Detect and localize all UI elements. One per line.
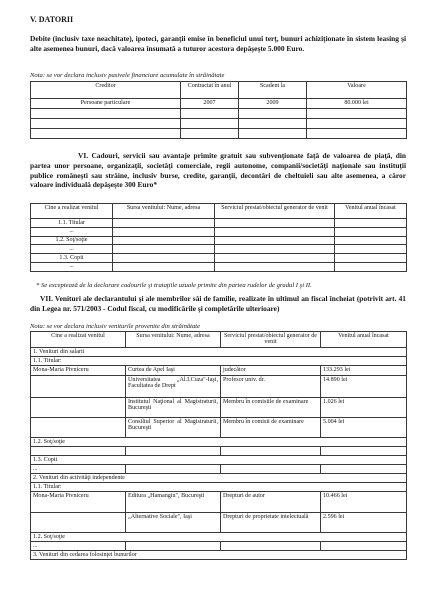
table-row xyxy=(31,99,407,109)
cell-source: Editura „Hamangiu", Bucureşti xyxy=(126,492,221,513)
cell-service: judecător xyxy=(221,366,321,376)
cell-income: 10.466 lei xyxy=(321,492,407,513)
row-label-spouse: 1.2. Soţ/soţie xyxy=(31,236,113,245)
income-table xyxy=(30,331,407,560)
cell-empty xyxy=(239,129,307,139)
table-row xyxy=(31,447,407,456)
table-row xyxy=(31,398,407,418)
independent-section-label: 2. Venituri din activităţi independente xyxy=(31,474,407,483)
cell-source: „Alternative Sociale", Iaşi xyxy=(126,513,221,533)
table-row xyxy=(31,219,407,228)
cell-empty xyxy=(31,119,181,129)
cell-empty xyxy=(181,109,239,119)
section-5-title: V. DATORII xyxy=(30,15,74,24)
cell-service: Drepturi de autor xyxy=(221,492,321,513)
table-row xyxy=(31,254,407,263)
cell-empty xyxy=(31,129,181,139)
section-6-paragraph: VI. Cadouri, servicii sau avantaje primite gratuit sau subvenţionate faţă de valoarea de piaţă, din partea unor persoane, organizaţii, societăţi comerciale, regii autonome, companii/societăţi naţionale sau instituţii publice româneşti sau străine, inclusiv burse, credite, garanţii, decontări de cheltuieli sau alte asemenea, a căror valoare individuală depăşeşte 300 Euro* xyxy=(30,151,406,190)
cell-creditor: Persoane particulare xyxy=(31,99,181,109)
cell-income: 5.004 lei xyxy=(321,418,407,438)
cell-empty xyxy=(239,119,307,129)
table-row xyxy=(31,418,407,438)
table-row xyxy=(31,129,407,139)
cell-service: Membru în comisiile de examinare xyxy=(221,398,321,418)
spouse-label: 1.2. Soţ/soţie xyxy=(31,438,407,447)
cell-income: 133.293 lei xyxy=(321,366,407,376)
header-who: Cine a realizat venitul xyxy=(31,204,113,219)
salary-section-label: 1. Venituri din salarii xyxy=(31,348,407,357)
header-service: Serviciul prestat/obiectul generator de venit xyxy=(215,204,335,219)
row-label-children: 1.3. Copii xyxy=(31,254,113,263)
row-label-dots: ... xyxy=(31,227,113,236)
spouse-label: 1.2. Soţ/soţie xyxy=(31,533,407,542)
dots-cell: ... xyxy=(31,542,126,551)
titular-label: 1.1. Titular: xyxy=(31,357,407,366)
row-label-titular: 1.1. Titular xyxy=(31,219,113,228)
section-5-paragraph: Debite (inclusiv taxe neachitate), ipoteci, garanţii emise în beneficiul unui terţ, bunuri achiziţionate în sistem leasing şi alte asemenea bunuri, dacă valoarea însumată a tuturor acestora depăşeşte 5.000 Euro. xyxy=(30,34,406,53)
cell-value: 80.000 lei xyxy=(307,99,407,109)
table-header-row xyxy=(31,82,407,99)
debts-table xyxy=(30,81,407,139)
table-row xyxy=(31,492,407,513)
cell-income: 2.596 lei xyxy=(321,513,407,533)
section-row xyxy=(31,348,407,357)
section-row xyxy=(31,438,407,447)
section-7-paragraph: VII. Venituri ale declarantului şi ale membrilor săi de familie, realizate în ultimul an fiscal încheiat (potrivit art. 41 din Legea nr. 571/2003 - Codul fiscal, cu modificările şi completările ulterioare) xyxy=(30,294,406,313)
section-5-note: Nota: se vor declara inclusiv pasivele financiare acumulate în străinătate xyxy=(30,72,225,79)
header-value: Valoare xyxy=(307,82,407,99)
table-row xyxy=(31,109,407,119)
header-source: Sursa venitului: Nume, adresa xyxy=(126,332,221,348)
cell-source: Curtea de Apel Iaşi xyxy=(126,366,221,376)
cell-due: 2009 xyxy=(239,99,307,109)
cell-service: Membru în comisii de examinare xyxy=(221,418,321,438)
cell-empty xyxy=(307,129,407,139)
cell-empty xyxy=(181,129,239,139)
cell-empty xyxy=(307,119,407,129)
cell-income: 14.890 lei xyxy=(321,376,407,398)
titular-label: 1.1. Titular: xyxy=(31,483,407,492)
cell-empty xyxy=(31,109,181,119)
section-7-note: Nota: se vor declara inclusiv veniturile provenite din străinătate xyxy=(30,323,201,330)
section-row xyxy=(31,357,407,366)
header-source: Sursa venitului: Nume, adresa xyxy=(113,204,215,219)
cell-income: 1.026 lei xyxy=(321,398,407,418)
table-row xyxy=(31,465,407,474)
cell-source: Consiliul Superior al Magistraturii, Bucureşti xyxy=(126,418,221,438)
table-row xyxy=(31,262,407,271)
table-row xyxy=(31,513,407,533)
header-who: Cine a realizat venitul xyxy=(31,332,126,348)
table-row xyxy=(31,245,407,254)
cell-person: Mona-Maria Pivniceru xyxy=(31,366,126,376)
section-row xyxy=(31,474,407,483)
dots-cell: ... xyxy=(31,465,126,474)
row-label-dots: ... xyxy=(31,245,113,254)
table-row xyxy=(31,119,407,129)
cell-source: Universitatea „Al.I.Cuza"-Iaşi, Facultatea de Drept xyxy=(126,376,221,398)
table-header-row xyxy=(31,204,407,219)
table-row xyxy=(31,542,407,551)
header-income: Venitul anual încasat xyxy=(321,332,407,348)
table-header-row xyxy=(31,332,407,348)
section-row xyxy=(31,483,407,492)
cell-service: Drepturi de proprietate intelectuală xyxy=(221,513,321,533)
cell-empty xyxy=(181,119,239,129)
header-creditor: Creditor xyxy=(31,82,181,99)
section-6-footnote: * Se exceptează de la declarare cadourile şi trataţiile uzuale primite din partea rudelor de gradul I şi II. xyxy=(36,282,312,289)
header-service: Serviciul prestat/obiectul generator de venit xyxy=(221,332,321,348)
header-income: Venitul anual încasat xyxy=(335,204,407,219)
section-row xyxy=(31,551,407,560)
table-row xyxy=(31,227,407,236)
row-label-dots: ... xyxy=(31,262,113,271)
header-contracted-year: Contractat în anul xyxy=(181,82,239,99)
cell-person: Mona-Maria Pivniceru xyxy=(31,492,126,513)
cell-service: Profesor univ. dr. xyxy=(221,376,321,398)
table-row xyxy=(31,376,407,398)
gifts-table xyxy=(30,203,407,272)
children-label: 1.3. Copii xyxy=(31,456,407,465)
table-row xyxy=(31,236,407,245)
cell-empty xyxy=(307,109,407,119)
cell-year: 2007 xyxy=(181,99,239,109)
cell-empty xyxy=(239,109,307,119)
cell-source: Institutul Naţional al Magistraturii, Bucureşti xyxy=(126,398,221,418)
section-row xyxy=(31,533,407,542)
section-row xyxy=(31,456,407,465)
table-row xyxy=(31,366,407,376)
header-due: Scadent la xyxy=(239,82,307,99)
rental-section-label: 3. Venituri din cedarea folosinţei bunurilor xyxy=(31,551,407,560)
